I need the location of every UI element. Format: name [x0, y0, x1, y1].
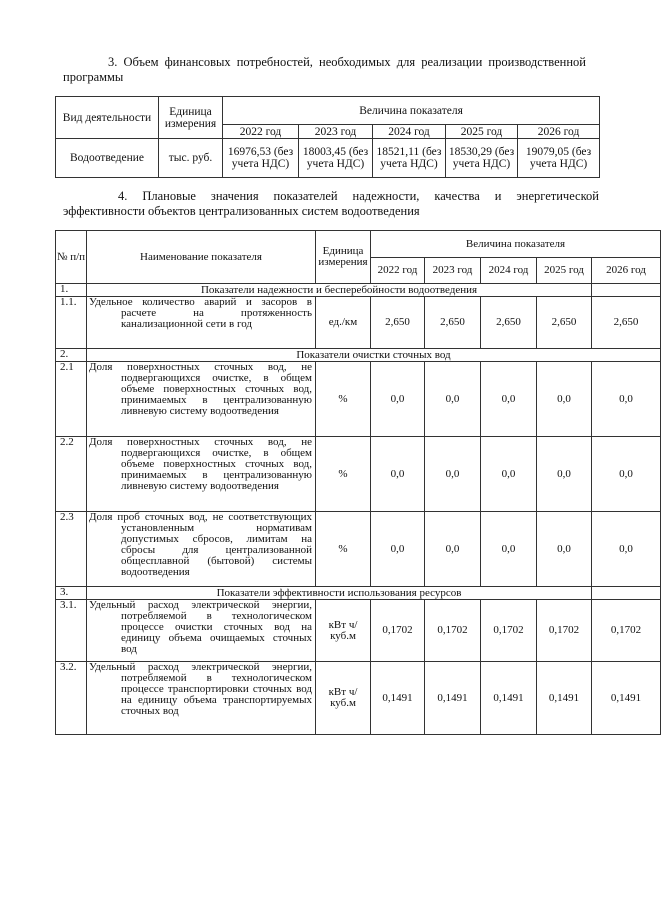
value-cell: 0,0	[592, 512, 661, 587]
year-header: 2022 год	[371, 258, 425, 284]
value-cell: 16976,53 (без учета НДС)	[223, 139, 299, 178]
value-cell: 0,1702	[537, 600, 592, 662]
value-cell: 0,1491	[425, 662, 481, 735]
row-number: 3.1.	[56, 600, 87, 662]
col-header-value: Величина показателя	[223, 97, 600, 125]
value-cell: 2,650	[371, 297, 425, 349]
unit-cell: кВт ч/ куб.м	[316, 662, 371, 735]
value-cell: 0,0	[537, 362, 592, 437]
year-header: 2023 год	[425, 258, 481, 284]
value-cell: 0,1491	[592, 662, 661, 735]
table-row	[56, 362, 661, 437]
value-cell: 0,1702	[425, 600, 481, 662]
indicator-name: Доля поверхностных сточных вод, не подвергающихся очистке, в общем объеме поверхностных сточных вод, принимаемых в централизованную ливневую систему водоотведения	[87, 437, 316, 512]
value-cell: 0,0	[592, 362, 661, 437]
value-cell: 19079,05 (без учета НДС)	[518, 139, 600, 178]
value-cell: 0,0	[425, 512, 481, 587]
row-number: 2.2	[56, 437, 87, 512]
value-cell: 0,0	[481, 362, 537, 437]
unit-cell: %	[316, 362, 371, 437]
value-cell: 2,650	[481, 297, 537, 349]
section3-heading: 3. Объем финансовых потребностей, необходимых для реализации производственной программы	[63, 55, 586, 84]
indicator-name: Удельное количество аварий и засоров в расчете на протяженность канализационной сети в год	[87, 297, 316, 349]
value-cell: 0,0	[537, 437, 592, 512]
value-cell: 0,1491	[371, 662, 425, 735]
section-row	[56, 587, 661, 600]
indicator-name: Удельный расход электрической энергии, потребляемой в технологическом процессе транспортировки сточных вод на единицу объема транспортируемых сточных вод	[87, 662, 316, 735]
section-number: 3.	[56, 587, 87, 600]
value-cell: 2,650	[537, 297, 592, 349]
indicator-name: Доля проб сточных вод, не соответствующих установленным нормативам допустимых сбросов, лимитам на сбросы для централизованной общесплавной (бытовой) системы водоотведения	[87, 512, 316, 587]
unit-cell: %	[316, 437, 371, 512]
value-cell: 0,1702	[481, 600, 537, 662]
value-cell: 0,0	[371, 362, 425, 437]
year-header: 2026 год	[592, 258, 661, 284]
table-row	[56, 139, 600, 178]
year-header: 2025 год	[446, 125, 518, 139]
value-cell: 0,1702	[371, 600, 425, 662]
row-number: 2.1	[56, 362, 87, 437]
year-header: 2025 год	[537, 258, 592, 284]
row-number: 1.1.	[56, 297, 87, 349]
value-cell: 0,0	[592, 437, 661, 512]
section-row	[56, 349, 661, 362]
indicators-table	[55, 230, 661, 735]
indicator-name: Доля поверхностных сточных вод, не подвергающихся очистке, в общем объеме поверхностных сточных вод, принимаемых в централизованную ливневую систему водоотведения	[87, 362, 316, 437]
table-row	[56, 297, 661, 349]
value-cell: 18521,11 (без учета НДС)	[373, 139, 446, 178]
value-cell: 0,0	[425, 362, 481, 437]
value-cell: 0,0	[481, 512, 537, 587]
year-header: 2026 год	[518, 125, 600, 139]
indicator-name: Удельный расход электрической энергии, потребляемой в технологическом процессе очистки сточных вод на единицу объема очищаемых сточных вод	[87, 600, 316, 662]
section-title: Показатели надежности и бесперебойности водоотведения	[87, 284, 592, 297]
table-row	[56, 662, 661, 735]
value-cell: 0,0	[481, 437, 537, 512]
activity-cell: Водоотведение	[56, 139, 159, 178]
year-header: 2024 год	[481, 258, 537, 284]
unit-cell: %	[316, 512, 371, 587]
value-cell: 2,650	[592, 297, 661, 349]
year-header: 2022 год	[223, 125, 299, 139]
value-cell: 0,0	[371, 512, 425, 587]
section-title: Показатели эффективности использования ресурсов	[87, 587, 592, 600]
table-row	[56, 600, 661, 662]
col-header-activity: Вид деятельности	[56, 97, 159, 139]
financial-needs-table	[55, 96, 600, 178]
col-header-unit: Единица измерения	[316, 231, 371, 284]
unit-cell: ед./км	[316, 297, 371, 349]
row-number: 2.3	[56, 512, 87, 587]
col-header-unit: Единица измерения	[159, 97, 223, 139]
value-cell: 18530,29 (без учета НДС)	[446, 139, 518, 178]
year-header: 2024 год	[373, 125, 446, 139]
value-cell: 0,0	[537, 512, 592, 587]
section-title: Показатели очистки сточных вод	[87, 349, 661, 362]
value-cell: 0,0	[371, 437, 425, 512]
value-cell: 0,0	[425, 437, 481, 512]
value-cell: 0,1491	[537, 662, 592, 735]
unit-cell: тыс. руб.	[159, 139, 223, 178]
value-cell: 0,1491	[481, 662, 537, 735]
section-row	[56, 284, 661, 297]
table-row	[56, 512, 661, 587]
value-cell: 0,1702	[592, 600, 661, 662]
year-header: 2023 год	[299, 125, 373, 139]
col-header-name: Наименование показателя	[87, 231, 316, 284]
table-row	[56, 437, 661, 512]
section-number: 2.	[56, 349, 87, 362]
section-number: 1.	[56, 284, 87, 297]
value-cell: 2,650	[425, 297, 481, 349]
col-header-no: № п/п	[56, 231, 87, 284]
section4-heading: 4. Плановые значения показателей надежности, качества и энергетической эффективности объектов централизованных систем водоотведения	[63, 189, 599, 218]
col-header-value: Величина показателя	[371, 231, 661, 258]
value-cell: 18003,45 (без учета НДС)	[299, 139, 373, 178]
row-number: 3.2.	[56, 662, 87, 735]
unit-cell: кВт ч/ куб.м	[316, 600, 371, 662]
